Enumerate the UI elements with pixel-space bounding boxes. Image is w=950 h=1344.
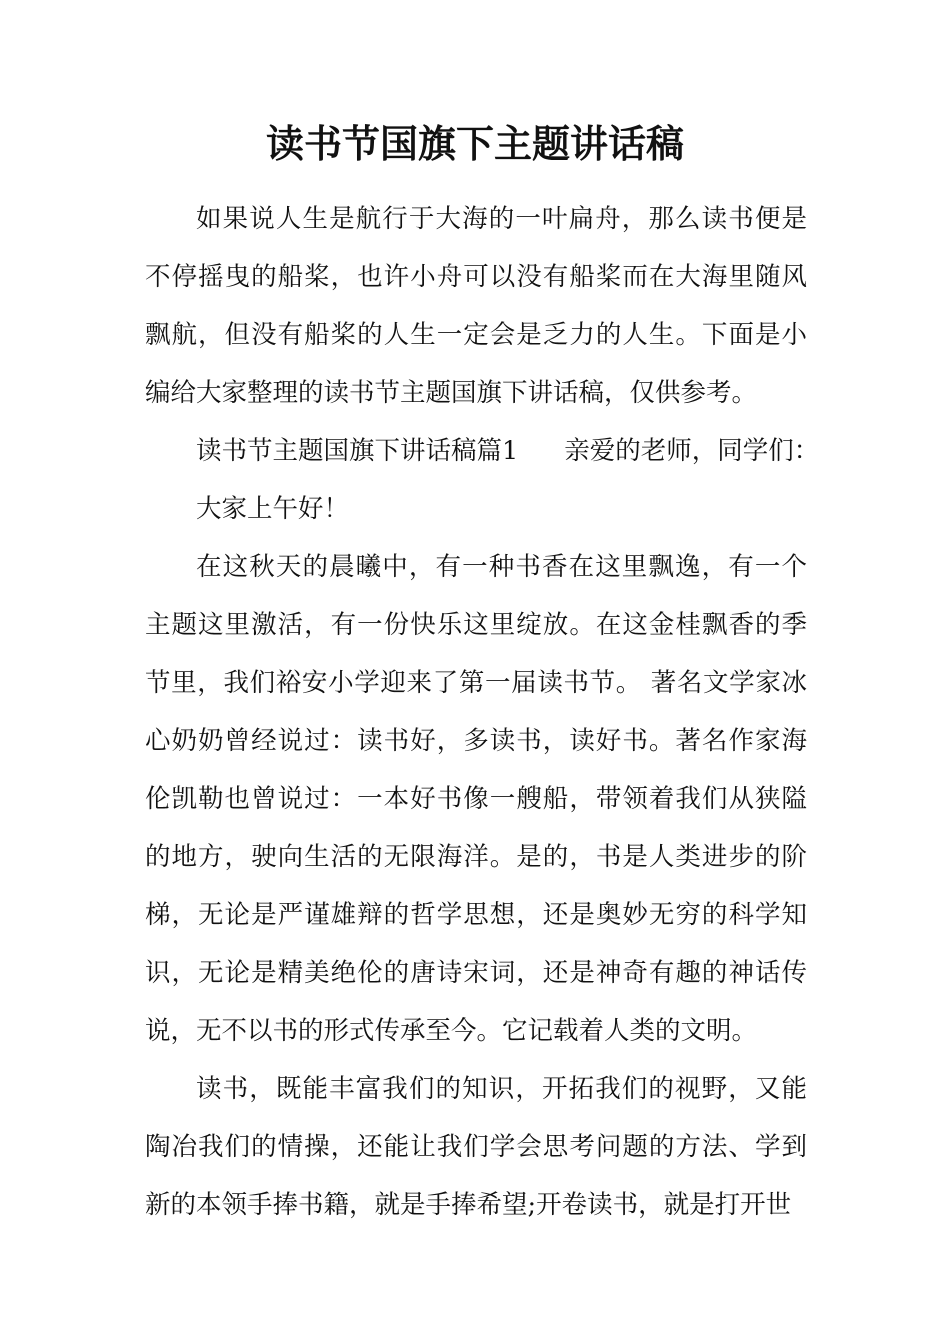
salutation: 亲爱的老师，同学们： bbox=[564, 436, 820, 466]
document-title: 读书节国旗下主题讲话稿 bbox=[265, 121, 684, 166]
section-heading-line bbox=[145, 422, 820, 480]
body-paragraph-2: 读书，既能丰富我们的知识，开拓我们的视野，又能陶冶我们的情操，还能让我们学会思考问题的方法、学到新的本领手捧书籍，就是手捧希望;开卷读书，就是打开世 bbox=[145, 1074, 807, 1220]
intro-paragraph: 如果说人生是航行于大海的一叶扁舟，那么读书便是不停摇曳的船桨，也许小舟可以没有船桨而在大海里随风飘航，但没有船桨的人生一定会是乏力的人生。下面是小编给大家整理的读书节主题国旗下讲话稿，仅供参考。 bbox=[145, 204, 807, 408]
body-paragraph-1: 在这秋天的晨曦中，有一种书香在这里飘逸，有一个主题这里激活，有一份快乐这里绽放。在这金桂飘香的季节里，我们裕安小学迎来了第一届读书节。 著名文学家冰心奶奶曾经说过：读书好，多读书，读好书。著名作家海伦凯勒也曾说过：一本好书像一艘船，带领着我们从狭隘的地方，驶向生活的无限海洋。是的，书是人类进步的阶梯，无论是严谨雄辩的哲学思想，还是奥妙无穷的科学知识，无论是精美绝伦的唐诗宋词，还是神奇有趣的神话传说，无不以书的形式传承至今。它记载着人类的文明。 bbox=[145, 552, 807, 1046]
section-heading: 读书节主题国旗下讲话稿篇1 bbox=[196, 436, 519, 466]
greeting: 大家上午好！ bbox=[196, 494, 350, 524]
document-body bbox=[145, 190, 820, 1234]
